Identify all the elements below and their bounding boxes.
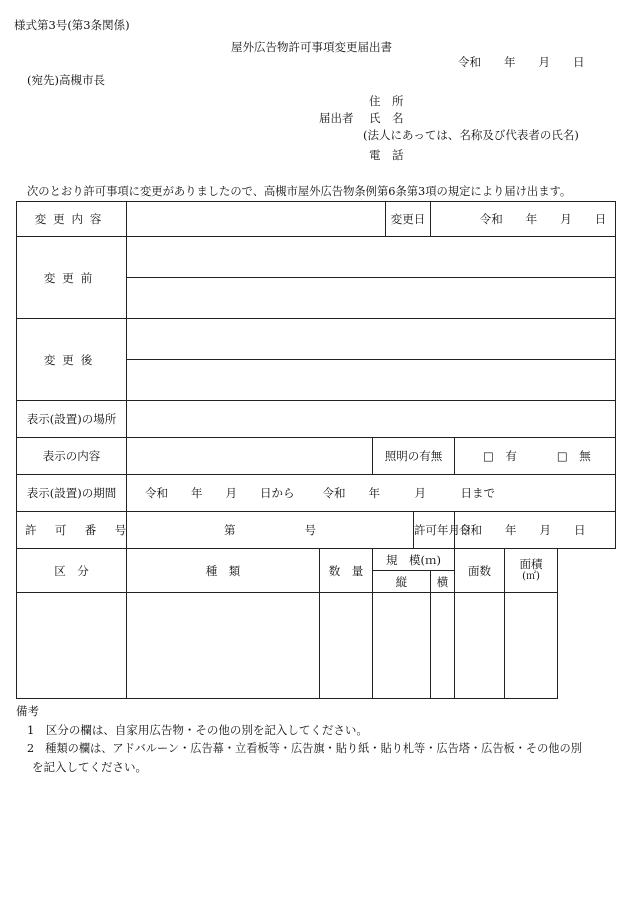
detail-category-field[interactable] bbox=[17, 593, 127, 699]
col-type: 種 類 bbox=[127, 549, 320, 593]
after-field-1[interactable] bbox=[127, 319, 616, 360]
detail-quantity-field[interactable] bbox=[320, 593, 373, 699]
col-area-label: 面積 bbox=[519, 557, 543, 572]
period-field[interactable] bbox=[127, 475, 616, 512]
addressee: (宛先)高槻市長 bbox=[27, 73, 105, 87]
col-area-unit: (㎡) bbox=[522, 571, 540, 583]
header-date: 令和 年 月 日 bbox=[458, 55, 585, 69]
intro-text: 次のとおり許可事項に変更がありましたので、高槻市屋外広告物条例第6条第3項の規定により届け出ます。 bbox=[27, 185, 572, 198]
permit-date-field[interactable]: 令和 年 月 日 bbox=[455, 512, 616, 549]
lighting-no-checkbox[interactable]: □ 無 bbox=[556, 449, 591, 463]
form-title: 屋外広告物許可事項変更届出書 bbox=[231, 40, 392, 54]
notes-heading: 備考 bbox=[16, 704, 39, 718]
before-field-1[interactable] bbox=[127, 237, 616, 278]
after-label: 変更後 bbox=[17, 319, 127, 401]
address-label: 住 所 bbox=[369, 94, 404, 108]
change-content-label: 変更内容 bbox=[17, 202, 127, 237]
change-date-field[interactable]: 令和 年 月 日 bbox=[431, 202, 616, 237]
lighting-yes-checkbox[interactable]: □ 有 bbox=[483, 449, 517, 463]
note-item-1: 1 区分の欄は、自家用広告物・その他の別を記入してください。 bbox=[27, 723, 368, 737]
col-vertical: 縦 bbox=[373, 571, 431, 593]
col-category: 区 分 bbox=[17, 549, 127, 593]
permit-number-label: 許可番号 bbox=[17, 512, 127, 549]
col-area bbox=[505, 549, 558, 593]
display-content-field[interactable] bbox=[127, 438, 373, 475]
after-field-2[interactable] bbox=[127, 360, 616, 401]
display-content-label: 表示の内容 bbox=[17, 438, 127, 475]
form-number: 様式第3号(第3条関係) bbox=[14, 18, 130, 32]
notification-table bbox=[16, 201, 616, 699]
col-horizontal: 横 bbox=[431, 571, 455, 593]
permit-number-field[interactable]: 第 号 bbox=[127, 512, 414, 549]
detail-area-field[interactable] bbox=[505, 593, 558, 699]
period-from: 令和 年 月 日から bbox=[145, 486, 295, 500]
period-to: 令和 年 月 日まで bbox=[322, 486, 495, 500]
name-label: 氏 名 bbox=[369, 111, 404, 125]
detail-vertical-field[interactable] bbox=[373, 593, 431, 699]
change-date-label: 変更日 bbox=[386, 202, 431, 237]
note-item-2: 2 種類の欄は、アドバルーン・広告幕・立看板等・広告旗・貼り紙・貼り札等・広告塔・広告板・その他の別 bbox=[27, 742, 582, 755]
lighting-options bbox=[455, 438, 616, 475]
change-content-field[interactable] bbox=[127, 202, 386, 237]
before-label: 変更前 bbox=[17, 237, 127, 319]
location-field[interactable] bbox=[127, 401, 616, 438]
note-item-2-cont: を記入してください。 bbox=[32, 760, 147, 774]
col-faces: 面数 bbox=[455, 549, 505, 593]
detail-faces-field[interactable] bbox=[455, 593, 505, 699]
period-label: 表示(設置)の期間 bbox=[17, 475, 127, 512]
corporation-note: (法人にあっては、名称及び代表者の氏名) bbox=[363, 128, 579, 142]
col-scale: 規 模(ｍ) bbox=[373, 549, 455, 571]
location-label: 表示(設置)の場所 bbox=[17, 401, 127, 438]
notifier-label: 届出者 bbox=[319, 111, 354, 125]
col-quantity: 数 量 bbox=[320, 549, 373, 593]
lighting-label: 照明の有無 bbox=[373, 438, 455, 475]
detail-type-field[interactable] bbox=[127, 593, 320, 699]
phone-label: 電 話 bbox=[369, 148, 404, 162]
before-field-2[interactable] bbox=[127, 278, 616, 319]
detail-horizontal-field[interactable] bbox=[431, 593, 455, 699]
permit-date-label: 許可年月日 bbox=[414, 512, 455, 549]
